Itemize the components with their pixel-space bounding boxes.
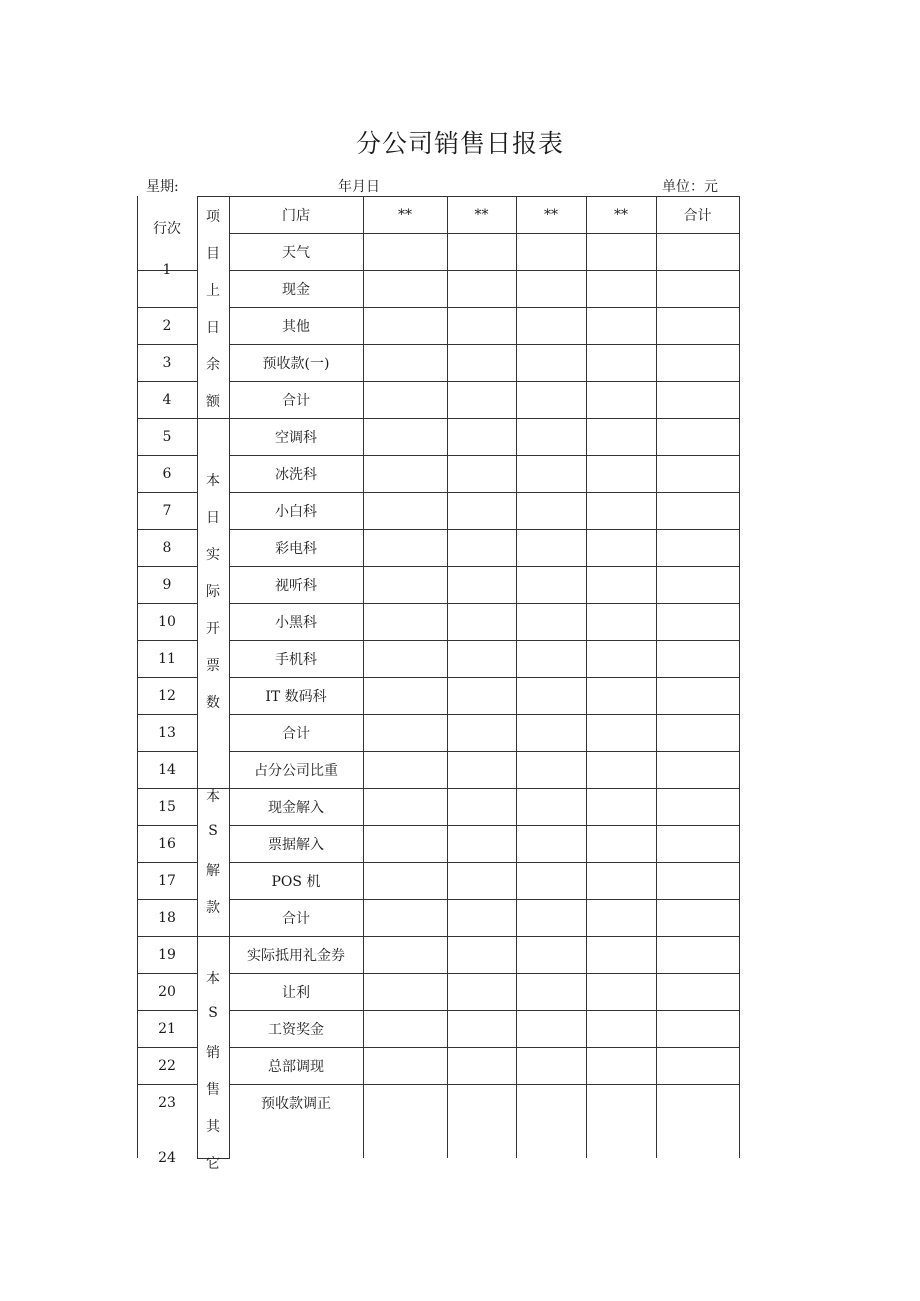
- group-label-char: 余: [206, 357, 220, 373]
- total-header: 合计: [683, 207, 712, 224]
- row-number: 21: [158, 1020, 176, 1037]
- store-name-header: **: [614, 206, 628, 223]
- item-label: 工资奖金: [268, 1021, 324, 1038]
- store-header: 门店: [282, 207, 310, 224]
- group-label-char: 目: [206, 246, 220, 262]
- group-label-char: 它: [206, 1156, 220, 1172]
- row-number: 15: [158, 798, 176, 815]
- item-label: 合计: [282, 392, 310, 409]
- group-label-char: 额: [206, 394, 220, 410]
- item-label: 总部调现: [268, 1058, 324, 1075]
- item-label: 手机科: [275, 651, 317, 668]
- row-number: 7: [162, 502, 172, 519]
- item-label: 票据解入: [268, 836, 324, 853]
- group-label-char: 款: [206, 900, 220, 916]
- item-label: 彩电科: [275, 540, 317, 557]
- row-number: 1: [162, 262, 172, 278]
- row-number: 4: [162, 391, 172, 408]
- item-label: 小黑科: [275, 614, 317, 631]
- item-label: 让利: [282, 984, 310, 1001]
- group-label-char: 数: [206, 695, 220, 711]
- item-label: POS 机: [271, 873, 321, 890]
- item-label: 现金: [282, 281, 310, 298]
- row-number: 11: [158, 650, 176, 667]
- group-label-char: 项: [206, 209, 220, 225]
- item-label: 其他: [282, 318, 310, 335]
- row-number: 5: [162, 428, 172, 445]
- store-name-header: **: [398, 206, 412, 223]
- row-number: 8: [162, 539, 172, 556]
- row-number: 14: [158, 761, 176, 778]
- row-number-divider: [197, 196, 198, 1158]
- unit-label: 单位：元: [662, 179, 718, 195]
- group-label-char: 日: [206, 320, 220, 336]
- row-number: 17: [158, 872, 176, 889]
- item-label: 实际抵用礼金券: [247, 947, 345, 964]
- row-number: 22: [158, 1057, 176, 1074]
- item-label: 预收款(一): [262, 355, 330, 372]
- item-label: 现金解入: [268, 799, 324, 816]
- group-label-char: 本: [206, 473, 220, 489]
- item-label: 预收款调正: [261, 1095, 331, 1112]
- group-label-char: 售: [206, 1082, 220, 1098]
- group-line: [197, 936, 229, 937]
- item-label: 空调科: [275, 429, 317, 446]
- row-number: 20: [158, 983, 176, 1000]
- item-label: 占分公司比重: [254, 762, 338, 779]
- row-number: 12: [158, 687, 176, 704]
- row-number: 10: [158, 613, 176, 630]
- row-number: 6: [162, 465, 172, 482]
- item-label: IT 数码科: [265, 688, 327, 705]
- group-label-char: 解: [206, 863, 220, 879]
- store-name-header: **: [474, 206, 489, 223]
- group-label-char: 票: [206, 658, 220, 674]
- row-number: 18: [158, 909, 176, 926]
- item-label: 冰洗科: [275, 466, 317, 483]
- group-line: [197, 418, 229, 419]
- item-label: 视听科: [275, 577, 317, 594]
- sales-report-table: 行次 门店 ** ** ** ** 合计 天气 现金 其他 预收款(一) 合计 空调科 冰洗科 小白科 彩电科 视听科 小黑科 手机科 IT 数码科 合计 占分公司比重 现金解入 票据解入 POS 机 合计 实际抵用礼金券 让利 工资奖金 总部调现 预收款调正 1 2 3 4 5 6 7 8 9 10 11 12 13 14 15 16 17 18 19 20 21 22 23 24 项 目 上 日 余 额 本 日 实 际 开 票 数 本 S 解 款 本 S 销 售 其 它: [0, 0, 920, 1301]
- row-number: 23: [158, 1094, 176, 1111]
- group-label-char: 际: [206, 584, 220, 600]
- group-label-char: 本: [206, 789, 220, 805]
- group-label-char: 销: [206, 1045, 220, 1061]
- row-number: 3: [162, 354, 172, 371]
- store-name-header: **: [544, 206, 558, 223]
- row-number-header: 行次: [153, 221, 181, 237]
- group-label-char: S: [208, 1005, 218, 1021]
- group-label-char: S: [208, 823, 218, 839]
- group-label-char: 实: [206, 547, 220, 563]
- row-number: 2: [162, 317, 172, 334]
- group-label-char: 其: [206, 1119, 220, 1135]
- page-title: 分公司销售日报表: [355, 129, 564, 158]
- row-number: 16: [158, 835, 176, 852]
- weekday-label: 星期:: [146, 179, 179, 195]
- group-label-char: 开: [206, 621, 220, 637]
- group-label-char: 本: [206, 971, 220, 987]
- row-number: 9: [162, 576, 172, 593]
- item-label: 合计: [282, 910, 310, 927]
- row-number: 13: [158, 724, 176, 741]
- group-label-char: 日: [206, 510, 220, 526]
- row-number: 19: [158, 946, 176, 963]
- item-label: 天气: [282, 244, 310, 261]
- item-label: 小白科: [275, 503, 317, 520]
- group-label-char: 上: [206, 283, 220, 299]
- item-label: 合计: [282, 725, 310, 742]
- date-label: 年月日: [338, 179, 380, 195]
